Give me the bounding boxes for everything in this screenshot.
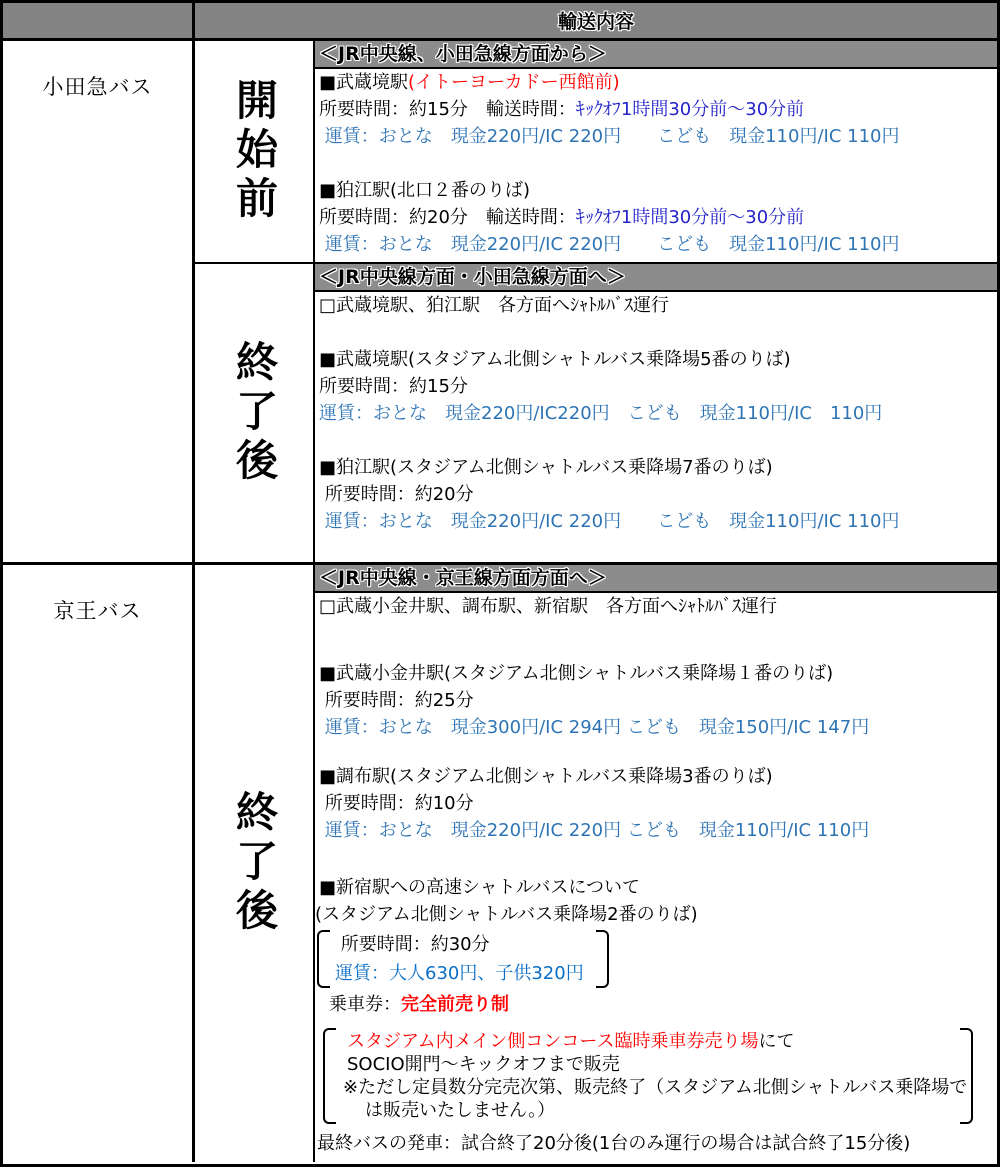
operator-body-odakyu (195, 41, 997, 562)
bracket-left (323, 1028, 336, 1124)
section-bar-label: ＜JR中央線・京王線方面方面へ＞ (319, 567, 607, 589)
bracket-right (960, 1028, 973, 1124)
time-line: 所要時間：約15分 (319, 376, 468, 397)
spacer (315, 427, 997, 454)
header-title-cell (195, 3, 997, 38)
content-cell-odakyu-post (315, 264, 997, 562)
operator-cell-keio (3, 565, 195, 1162)
sales-place-line (343, 1030, 973, 1053)
sales-place: スタジアム内メイン側コンコース臨時乗車券売り場 (347, 1031, 759, 1052)
time-line: 所要時間：約30分 (335, 934, 490, 955)
header-corner-cell (3, 3, 195, 38)
section-bar (315, 41, 997, 69)
phase-row-pre-kickoff (195, 41, 997, 264)
phase-cell-after-match-odakyu (195, 264, 315, 562)
entry-name-line (315, 177, 997, 204)
page-title: 輸送内容 (557, 11, 634, 33)
fare-line: 運賃：大人630円、子供320円 (335, 963, 584, 984)
shinjuku-subtitle-line: (スタジアム北側シャトルバス乗降場2番のりば) (315, 904, 698, 925)
fare-line: 運賃：おとな 現金220円/IC 220円 こども 現金110円/IC 110円 (319, 511, 900, 532)
time-value: ｷｯｸｵﾌ1時間30分前～30分前 (575, 99, 805, 120)
spacer (315, 844, 997, 874)
operator-cell-odakyu (3, 41, 195, 562)
ticket-value: 完全前売り制 (401, 994, 509, 1015)
entry-name-line: ■武蔵境駅(スタジアム北側シャトルバス乗降場5番のりば) (319, 349, 791, 370)
station-name: ■狛江駅(北口２番のりば) (319, 180, 531, 201)
ticket-label: 乗車券： (329, 994, 401, 1015)
time-line (315, 204, 997, 231)
station-name: ■武蔵境駅 (319, 72, 409, 93)
content-cell-odakyu-pre (315, 41, 997, 262)
sales-place-suffix: にて (758, 1031, 795, 1052)
entry-name-line: ■武蔵小金井駅(スタジアム北側シャトルバス乗降場１番のりば) (319, 663, 834, 684)
phase-cell-after-match-keio (195, 565, 315, 1162)
operator-body-keio (195, 565, 997, 1162)
spacer (315, 741, 997, 763)
phase-label-after-match: 終了後 (230, 790, 280, 937)
time-line (315, 96, 997, 123)
ticket-sales-bracket-block (323, 1028, 973, 1124)
operator-row-odakyu (3, 41, 997, 565)
sales-note-line-1: ※ただし定員数分完売次第、販売終了（スタジアム北側シャトルバス乗降場で (343, 1077, 968, 1098)
phase-label-pre-kickoff: 開始前 (230, 78, 280, 225)
phase-row-after-match-keio (195, 565, 997, 1162)
entry-name-line: ■調布駅(スタジアム北側シャトルバス乗降場3番のりば) (319, 766, 773, 787)
phase-row-after-match-odakyu (195, 264, 997, 562)
time-line: 所要時間：約20分 (319, 484, 474, 505)
time-line: 所要時間：約25分 (319, 690, 474, 711)
spacer (315, 319, 997, 346)
section-bar-label: ＜JR中央線、小田急線方面から＞ (319, 43, 607, 65)
entry-name-line: ■狛江駅(スタジアム北側シャトルバス乗降場7番のりば) (319, 457, 773, 478)
ticket-line (315, 990, 997, 1020)
service-note-line: □武蔵小金井駅、調布駅、新宿駅 各方面へｼｬﾄﾙﾊﾞｽ運行 (319, 596, 778, 617)
fare-line: 運賃：おとな 現金300円/IC 294円 こども 現金150円/IC 147円 (319, 717, 870, 738)
spacer (315, 620, 997, 660)
operator-row-keio (3, 565, 997, 1162)
sales-note-line-2: は販売いたしません。） (347, 1100, 556, 1121)
sales-period-line: SOCIO開門～キックオフまで販売 (347, 1054, 620, 1075)
last-bus-line: 最終バスの発車：試合終了20分後(1台のみ運行の場合は試合終了15分後) (317, 1133, 911, 1154)
station-note: (イトーヨーカドー西館前) (408, 72, 620, 93)
time-label: 所要時間：約15分 輸送時間： (319, 99, 576, 120)
shinjuku-title-line: ■新宿駅への高速シャトルバスについて (319, 877, 641, 898)
fare-line: 運賃：おとな 現金220円/IC 220円 こども 現金110円/IC 110円 (319, 234, 900, 255)
spacer (315, 150, 997, 177)
service-note-line: □武蔵境駅、狛江駅 各方面へｼｬﾄﾙﾊﾞｽ運行 (319, 295, 670, 316)
time-label: 所要時間：約20分 輸送時間： (319, 207, 576, 228)
shinjuku-fare-bracket-block (317, 930, 609, 988)
section-bar-label: ＜JR中央線方面・小田急線方面へ＞ (319, 266, 626, 288)
fare-line: 運賃：おとな 現金220円/IC 220円 こども 現金110円/IC 110円 (319, 126, 900, 147)
spacer (315, 1020, 997, 1028)
entry-name-line (315, 69, 997, 96)
bracket-left (317, 930, 330, 988)
time-line: 所要時間：約10分 (319, 793, 474, 814)
content-cell-keio-post (315, 565, 997, 1162)
fare-line: 運賃：おとな 現金220円/IC220円 こども 現金110円/IC 110円 (319, 403, 883, 424)
operator-label-keio: 京王バス (53, 599, 142, 623)
phase-label-after-match: 終了後 (230, 339, 280, 487)
operator-label-odakyu: 小田急バス (42, 75, 153, 99)
bracket-right (596, 930, 609, 988)
header-row (3, 3, 997, 41)
fare-line: 運賃：おとな 現金220円/IC 220円 こども 現金110円/IC 110円 (319, 820, 870, 841)
section-bar (315, 264, 997, 292)
time-value: ｷｯｸｵﾌ1時間30分前～30分前 (575, 207, 805, 228)
phase-cell-pre-kickoff (195, 41, 315, 262)
section-bar (315, 565, 997, 593)
